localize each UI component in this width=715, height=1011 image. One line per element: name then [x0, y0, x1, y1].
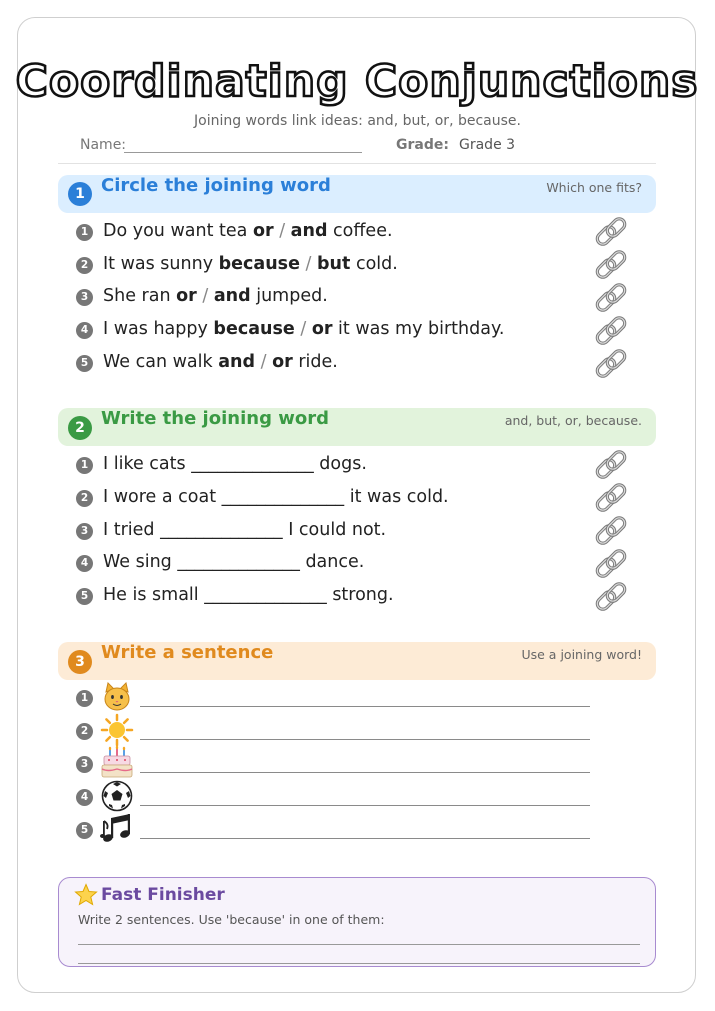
answer-blank[interactable]: ______________ [221, 487, 345, 507]
item-number: 4 [76, 789, 93, 806]
chain-link-icon [593, 247, 629, 283]
option-2[interactable]: or [272, 352, 293, 372]
chain-link-icon [593, 447, 629, 483]
option-1[interactable]: or [176, 286, 197, 306]
answer-blank[interactable]: ______________ [177, 552, 300, 572]
option-2[interactable]: and [290, 221, 328, 241]
sentence-line[interactable] [140, 739, 590, 740]
answer-blank[interactable]: ______________ [204, 585, 327, 605]
fast-finisher-title: Fast Finisher [101, 885, 225, 905]
item-number: 1 [76, 224, 93, 241]
item-number: 1 [76, 457, 93, 474]
list-item: I tried ______________ I could not. [103, 520, 387, 540]
list-item: I wore a coat ______________ it was cold. [103, 487, 449, 507]
item-number: 5 [76, 822, 93, 839]
chain-link-icon [593, 480, 629, 516]
item-number: 2 [76, 490, 93, 507]
item-number: 2 [76, 723, 93, 740]
option-1[interactable]: because [218, 254, 300, 274]
subtitle: Joining words link ideas: and, but, or, because. [194, 113, 521, 129]
answer-line[interactable] [78, 963, 640, 964]
sentence-line[interactable] [140, 772, 590, 773]
option-2[interactable]: but [317, 254, 351, 274]
list-item: She ran or / and jumped. [103, 286, 328, 306]
item-number: 1 [76, 690, 93, 707]
grade-label: Grade: [396, 137, 449, 153]
chain-link-icon [593, 214, 629, 250]
list-item: He is small ______________ strong. [103, 585, 394, 605]
section-2-hint: and, but, or, because. [504, 413, 642, 428]
chain-link-icon [593, 313, 629, 349]
name-field[interactable] [124, 152, 362, 153]
item-number: 5 [76, 588, 93, 605]
list-item: Do you want tea or / and coffee. [103, 221, 393, 241]
star-icon [74, 883, 98, 907]
chain-link-icon [593, 280, 629, 316]
section-1-hint: Which one fits? [546, 180, 642, 195]
section-2-title: Write the joining word [101, 408, 329, 429]
grade-value: Grade 3 [459, 137, 516, 153]
section-3-title: Write a sentence [101, 642, 274, 663]
item-number: 5 [76, 355, 93, 372]
option-2[interactable]: or [311, 319, 333, 339]
svg-text:Coordinating Conjunctions: Coordinating Conjunctions [15, 56, 699, 107]
sentence-line[interactable] [140, 838, 590, 839]
option-1[interactable]: or [252, 221, 274, 241]
chain-link-icon [593, 513, 629, 549]
divider [58, 163, 656, 164]
name-label: Name: [80, 137, 127, 153]
section-3-badge: 3 [68, 650, 92, 674]
option-2[interactable]: and [213, 286, 251, 306]
music-notes-icon [100, 812, 134, 846]
answer-blank[interactable]: ______________ [160, 520, 283, 540]
soccer-ball-icon [100, 779, 134, 813]
chain-link-icon [593, 579, 629, 615]
answer-blank[interactable]: ______________ [191, 454, 314, 474]
fast-finisher-instruction: Write 2 sentences. Use 'because' in one of them: [78, 912, 385, 927]
list-item: It was sunny because / but cold. [103, 254, 398, 274]
list-item: We sing ______________ dance. [103, 552, 365, 572]
chain-link-icon [593, 346, 629, 382]
item-number: 3 [76, 756, 93, 773]
sentence-line[interactable] [140, 706, 590, 707]
section-1-title: Circle the joining word [101, 175, 331, 196]
list-item: I like cats ______________ dogs. [103, 454, 367, 474]
section-3-hint: Use a joining word! [521, 647, 642, 662]
item-number: 2 [76, 257, 93, 274]
option-1[interactable]: and [218, 352, 256, 372]
item-number: 4 [76, 555, 93, 572]
page-title [0, 44, 715, 116]
section-1-badge: 1 [68, 182, 92, 206]
sun-icon [100, 713, 134, 747]
list-item: I was happy because / or it was my birthday. [103, 319, 505, 339]
birthday-cake-icon [100, 746, 134, 780]
item-number: 3 [76, 523, 93, 540]
section-2-badge: 2 [68, 416, 92, 440]
cat-face-icon [100, 680, 134, 714]
list-item: We can walk and / or ride. [103, 352, 338, 372]
answer-line[interactable] [78, 944, 640, 945]
sentence-line[interactable] [140, 805, 590, 806]
option-1[interactable]: because [213, 319, 295, 339]
item-number: 4 [76, 322, 93, 339]
chain-link-icon [593, 546, 629, 582]
item-number: 3 [76, 289, 93, 306]
